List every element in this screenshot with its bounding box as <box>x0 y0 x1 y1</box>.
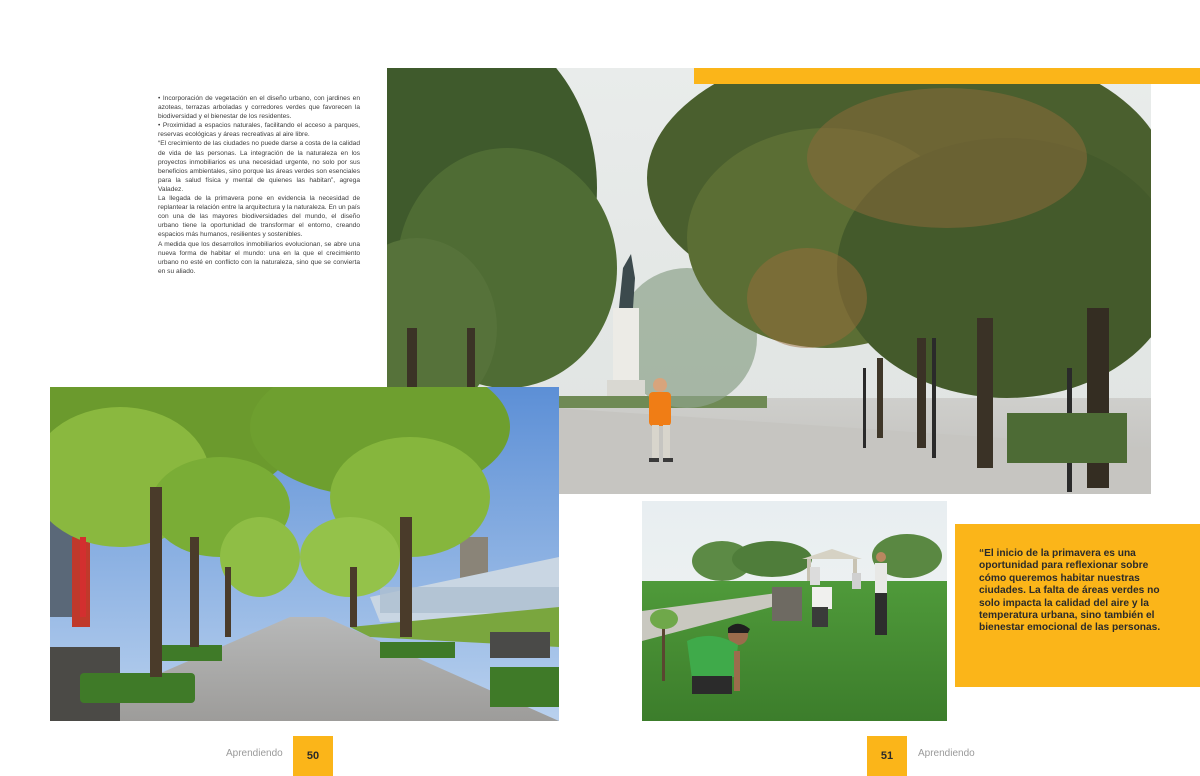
bullet-paragraph-proximity: • Proximidad a espacios naturales, facilitando el acceso a parques, reservas ecológicas y áreas recreativas al aire libre. <box>158 122 360 139</box>
accent-band <box>694 68 1200 84</box>
folio-section-label-right: Aprendiendo <box>918 748 975 759</box>
photo-tree-boulevard <box>50 387 559 721</box>
page-number-right: 51 <box>867 736 907 776</box>
quote-paragraph-valadez: “El crecimiento de las ciudades no puede darse a costa de la calidad de vida de las personas. La integración de la naturaleza en los proyectos inmobiliarios es una necesidad urgente, no solo por sus beneficios ambientales, sino porque las áreas verdes son esenciales para la salud física y mental de quienes las habitan”, agrega Valadez. <box>158 140 360 193</box>
folio-section-label-left: Aprendiendo <box>226 748 283 759</box>
body-text <box>158 94 360 276</box>
bullet-paragraph-vegetation: • Incorporación de vegetación en el diseño urbano, con jardines en azoteas, terrazas arboladas y corredores verdes que favorecen la biodiversidad y el bienestar de los residentes. <box>158 95 360 121</box>
paragraph-spring: La llegada de la primavera pone en evidencia la necesidad de replantear la relación entre la arquitectura y la naturaleza. En un país con una de las mayores biodiversidades del mundo, el diseño urbano tiene la oportunidad de transformar el entorno, creando espacios más humanos, resilientes y sostenibles. <box>158 195 360 239</box>
page-number-left: 50 <box>293 736 333 776</box>
paragraph-development: A medida que los desarrollos inmobiliarios evolucionan, se abre una nueva forma de habitar el mundo: una en la que el crecimiento urbano no esté en conflicto con la naturaleza, sino que se convierta en su aliado. <box>158 240 360 275</box>
photo-gardeners <box>642 501 947 721</box>
pull-quote-text: “El inicio de la primavera es una oportunidad para reflexionar sobre cómo queremos habitar nuestras ciudades. La falta de áreas verdes no solo impacta la calidad del aire y la temperatura urbana, sino también el bienestar emocional de las personas. <box>979 548 1161 634</box>
pull-quote-box <box>955 524 1200 687</box>
